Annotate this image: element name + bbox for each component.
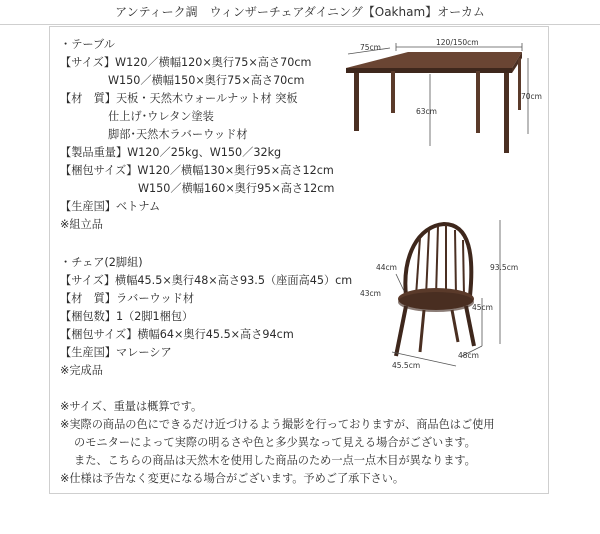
table-spec-line: W150／横幅160×奥行95×高さ12cm <box>138 182 335 195</box>
chair-illustration <box>360 216 536 376</box>
table-spec-line: 【材 質】天板・天然木ウォールナット材 突板 <box>60 92 298 105</box>
table-spec-line: 【製品重量】W120／25kg、W150／32kg <box>60 146 282 159</box>
chair-heading: ・チェア(2脚組) <box>60 256 143 269</box>
note-line: また、こちらの商品は天然木を使用した商品のため一点一点木目が異なります。 <box>74 454 476 467</box>
chair-dim-total-height: 93.5cm <box>490 263 519 272</box>
note-line: ※実際の商品の色にできるだけ近づけるよう撮影を行っておりますが、商品色はご使用 <box>60 418 495 431</box>
chair-spec-line: ※完成品 <box>60 364 103 377</box>
table-spec-line: 【生産国】ベトナム <box>60 200 161 213</box>
chair-spec-line: 【材 質】ラバーウッド材 <box>60 292 195 305</box>
chair-dim-width: 45.5cm <box>392 361 421 370</box>
notes <box>60 398 495 488</box>
chair-spec-line: 【生産国】マレーシア <box>60 346 172 359</box>
chair-spec-line: 【梱包サイズ】横幅64×奥行45.5×高さ94cm <box>60 328 294 341</box>
table-spec <box>60 36 334 234</box>
table-spec-line: 脚部･天然木ラバーウッド材 <box>108 128 248 141</box>
table-illustration <box>336 38 546 163</box>
table-dim-width: 120/150cm <box>436 38 479 47</box>
table-dim-depth: 75cm <box>360 43 381 52</box>
table-dim-clearance: 63cm <box>416 107 437 116</box>
chair-dim-depth: 48cm <box>458 351 479 360</box>
page-title: アンティーク調 ウィンザーチェアダイニング【Oakham】オーカム <box>0 0 600 25</box>
note-line: ※仕様は予告なく変更になる場合がございます。予めご了承下さい。 <box>60 472 405 485</box>
chair-spec <box>60 254 352 380</box>
note-line: ※サイズ、重量は概算です。 <box>60 400 203 413</box>
table-heading: ・テーブル <box>60 38 115 51</box>
chair-dim-arm-depth: 43cm <box>360 289 381 298</box>
chair-dim-arm-height: 44cm <box>376 263 397 272</box>
table-spec-line: 【サイズ】W120／横幅120×奥行75×高さ70cm <box>60 56 312 69</box>
note-line: のモニターによって実際の明るさや色と多少異なって見える場合がございます。 <box>74 436 476 449</box>
table-dim-height: 70cm <box>521 92 542 101</box>
chair-spec-line: 【サイズ】横幅45.5×奥行48×高さ93.5（座面高45）cm <box>60 274 353 287</box>
table-spec-line: W150／横幅150×奥行75×高さ70cm <box>108 74 305 87</box>
table-spec-line: 【梱包サイズ】W120／横幅130×奥行95×高さ12cm <box>60 164 334 177</box>
table-spec-line: ※組立品 <box>60 218 103 231</box>
chair-spec-line: 【梱包数】1（2脚1梱包） <box>60 310 194 323</box>
chair-dim-seat-height: 45cm <box>472 303 493 312</box>
table-spec-line: 仕上げ･ウレタン塗装 <box>108 110 214 123</box>
